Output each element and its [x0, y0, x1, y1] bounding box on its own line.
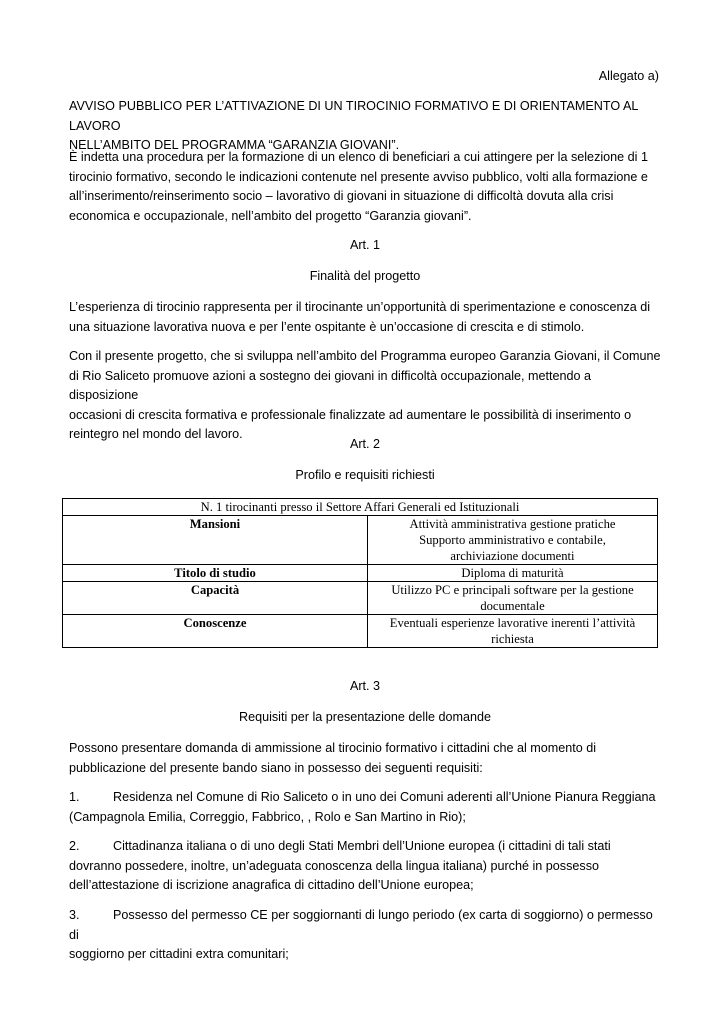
table-header-row [63, 499, 658, 516]
table-header: N. 1 tirocinanti presso il Settore Affari Generali ed Istituzionali [63, 499, 658, 516]
row-label-titolo: Titolo di studio [63, 565, 368, 582]
art1-heading: Art. 1 [349, 238, 381, 252]
text-line: (Campagnola Emilia, Correggio, Fabbrico, , Rolo e San Martino in Rio); [69, 809, 466, 824]
text-line: una situazione lavorativa nuova e per l’ente ospitante è un’occasione di crescita e di stimolo. [69, 319, 585, 334]
row-value-capacita [368, 582, 658, 615]
requirement-number: 3. [69, 908, 80, 922]
art3-intro-paragraph [69, 739, 661, 778]
cell-line: Eventuali esperienze lavorative inerenti l’attività [389, 616, 636, 630]
art1-paragraph-2 [69, 347, 661, 445]
requirement-item [69, 906, 661, 965]
text-line: Possono presentare domanda di ammissione al tirocinio formativo i cittadini che al momento di [69, 741, 597, 755]
art1-paragraph-1 [69, 298, 661, 337]
table-row [63, 582, 658, 615]
text-line: occasioni di crescita formativa e professionale finalizzate ad aumentare le possibilità di inserimento o [69, 407, 632, 422]
table-row [63, 565, 658, 582]
text-line: pubblicazione del presente bando siano in possesso dei seguenti requisiti: [69, 760, 483, 775]
table-row [63, 615, 658, 648]
row-value-conoscenze [368, 615, 658, 648]
cell-line: Diploma di maturità [461, 566, 564, 580]
cell-line: richiesta [491, 632, 534, 646]
art3-subheading: Requisiti per la presentazione delle domande [238, 710, 492, 724]
text-line: L’esperienza di tirocinio rappresenta per il tirocinante un’opportunità di sperimentazione e conoscenza di [69, 300, 651, 314]
row-label-mansioni: Mansioni [63, 516, 368, 565]
text-line: reintegro nel mondo del lavoro. [69, 427, 243, 441]
text-line [69, 906, 661, 945]
requirement-item [69, 788, 661, 827]
requirement-number: 1. [69, 790, 80, 804]
cell-line: Utilizzo PC e principali software per la gestione [391, 583, 634, 597]
title-line: NELL’AMBITO DEL PROGRAMMA “GARANZIA GIOVANI”. [69, 138, 400, 152]
intro-paragraph [69, 148, 661, 226]
requirement-text: Cittadinanza italiana o di uno degli Stati Membri dell’Unione europea (i cittadini di tali stati [113, 839, 611, 853]
art1-subheading: Finalità del progetto [309, 269, 421, 283]
text-line: tirocinio formativo, secondo le indicazioni contenute nel presente avviso pubblico, volti alla formazione e [69, 169, 648, 184]
requirement-text: Residenza nel Comune di Rio Saliceto o in uno dei Comuni aderenti all’Unione Pianura Reggiana [113, 790, 656, 804]
art3-heading: Art. 3 [349, 679, 381, 693]
text-line: È indetta una procedura per la formazione di un elenco di beneficiari a cui attingere per la selezione di 1 [69, 150, 648, 164]
document-title [69, 97, 661, 156]
text-line: di Rio Saliceto promuove azioni a sostegno dei giovani in difficoltà occupazionale, mettendo a disposizione [69, 368, 592, 402]
cell-line: documentale [480, 599, 545, 613]
requirement-number: 2. [69, 839, 80, 853]
cell-line: archiviazione documenti [450, 549, 575, 563]
requirement-item [69, 837, 661, 896]
text-line: dell’attestazione di iscrizione anagrafica di cittadino dell’Unione europea; [69, 878, 474, 892]
table-row [63, 516, 658, 565]
text-line: all’inserimento/reinserimento socio – lavorativo di giovani in situazione di difficoltà dovuta alla crisi [69, 189, 614, 203]
cell-line: Attività amministrativa gestione pratiche [409, 517, 616, 531]
art2-subheading: Profilo e requisiti richiesti [295, 468, 435, 482]
row-label-conoscenze: Conoscenze [63, 615, 368, 648]
row-value-mansioni [368, 516, 658, 565]
row-label-capacita: Capacità [63, 582, 368, 615]
art2-heading: Art. 2 [349, 437, 381, 451]
requirement-text: Possesso del permesso CE per soggiornanti di lungo periodo (ex carta di soggiorno) o permesso di [69, 908, 653, 942]
text-line [69, 837, 661, 857]
row-value-titolo [368, 565, 658, 582]
profile-requirements-table [62, 498, 658, 648]
text-line: soggiorno per cittadini extra comunitari; [69, 947, 289, 961]
cell-line: Supporto amministrativo e contabile, [419, 533, 606, 547]
text-line: economica e occupazionale, nell’ambito del progetto “Garanzia giovani”. [69, 208, 472, 223]
text-line [69, 788, 661, 808]
text-line: dovranno possedere, inoltre, un’adeguata conoscenza della lingua italiana) purché in possesso [69, 858, 599, 873]
text-line: Con il presente progetto, che si sviluppa nell’ambito del Programma europeo Garanzia Giovani, il Comune [69, 349, 661, 363]
title-line: AVVISO PUBBLICO PER L’ATTIVAZIONE DI UN TIROCINIO FORMATIVO E DI ORIENTAMENTO AL LAVORO [69, 99, 638, 133]
attachment-label: Allegato a) [598, 69, 659, 83]
